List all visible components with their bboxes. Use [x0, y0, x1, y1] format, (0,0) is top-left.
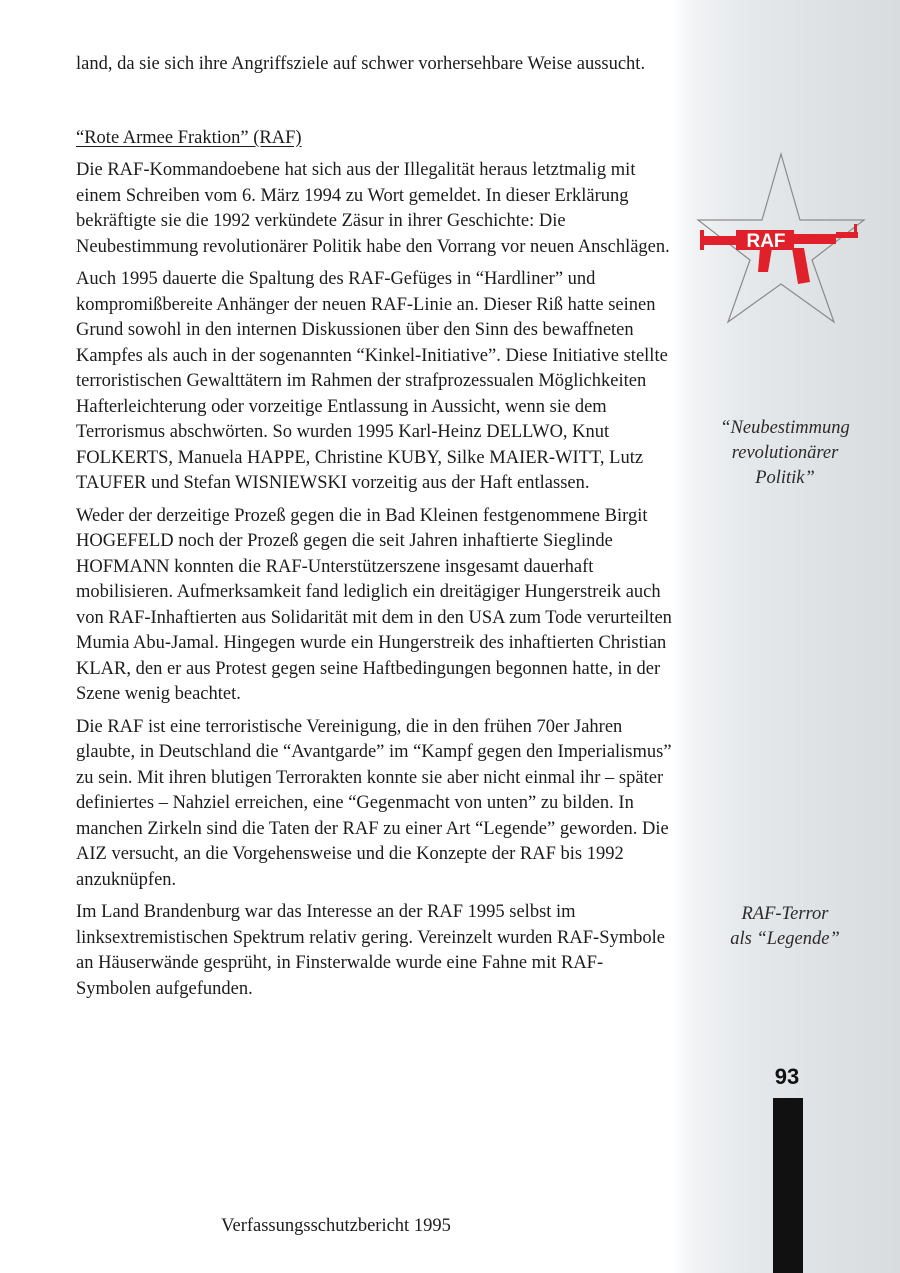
page-footer: Verfassungsschutzbericht 1995	[221, 1216, 451, 1236]
margin-note-neubestimmung: “Neubestimmung revolutionärer Politik”	[720, 418, 850, 488]
logo-text: RAF	[746, 231, 786, 252]
body-paragraph: Im Land Brandenburg war das Interesse an der RAF 1995 selbst im linksextremistischen Spektrum relativ gering. Vereinzelt wurden RAF-Symbole an Häuserwände gesprüht, in Finsterwalde wurde eine Fahne mit RAF-Symbolen aufgefunden.	[76, 902, 665, 999]
margin-note-legende: RAF-Terror als “Legende”	[730, 904, 840, 949]
body-paragraph: Auch 1995 dauerte die Spaltung des RAF-Gefüges in “Hardliner” und kompromißbereite Anhänger der neuen RAF-Linie an. Dieser Riß hatte seinen Grund sowohl in den internen Diskussionen über den Sinn des bewaffneten Kampfes als auch in der sogenannten “Kinkel-Initiative”. Diese Initiative stellte terroristischen Gewalttätern im Rahmen der strafprozessualen Möglichkeiten Hafterleichterung oder vorzeitige Entlassung in Aussicht, wenn sie dem Terrorismus abschwörten. So wurden 1995 Karl-Heinz DELLWO, Knut FOLKERTS, Manuela HAPPE, Christine KUBY, Silke MAIER-WITT, Lutz TAUFER und Stefan WISNIEWSKI vorzeitig aus der Haft entlassen.	[76, 269, 668, 493]
intro-paragraph: land, da sie sich ihre Angriffsziele auf schwer vorhersehbare Weise aussucht.	[76, 54, 646, 74]
page-tab-bar	[773, 1098, 803, 1273]
body-paragraph: Die RAF-Kommandoebene hat sich aus der Illegalität heraus letztmalig mit einem Schreiben vom 6. März 1994 zu Wort gemeldet. In dieser Erklärung bekräftigte sie die 1992 verkündete Zäsur in ihrer Geschichte: Die Neubestimmung revolutionärer Politik habe den Vorrang vor neuen Anschlägen.	[76, 160, 670, 257]
raf-star-logo-icon	[696, 150, 866, 326]
body-paragraph: Die RAF ist eine terroristische Vereinigung, die in den frühen 70er Jahren glaubte, in Deutschland die “Avantgarde” im “Kampf gegen den Imperialismus” zu sein. Mit ihren blutigen Terrorakten konnte sie aber nicht einmal ihr – später definiertes – Nahziel erreichen, eine “Gegenmacht von unten” zu bilden. In manchen Zirkeln sind die Taten der RAF zu einer Art “Legende” geworden. Die AIZ versucht, an die Vorgehensweise und die Konzepte der RAF bis 1992 anzuknüpfen.	[76, 716, 672, 890]
main-text	[76, 52, 672, 1002]
section-heading: “Rote Armee Fraktion” (RAF)	[76, 127, 302, 148]
body-paragraph: Weder der derzeitige Prozeß gegen die in Bad Kleinen festgenommene Birgit HOGEFELD noch der Prozeß gegen die seit Jahren inhaftierte Sieglinde HOFMANN konnten die RAF-Unterstützerszene insgesamt dauerhaft mobilisieren. Aufmerksamkeit fand lediglich ein dreitägiger Hungerstreik auch von RAF-Inhaftierten aus Solidarität mit dem in den USA zum Tode verurteilten Mumia Abu-Jamal. Hingegen wurde ein Hungerstreik des inhaftierten Christian KLAR, den er aus Protest gegen seine Haftbedingungen begonnen hatte, in der Szene wenig beachtet.	[76, 505, 672, 704]
page-number: 93	[774, 1064, 800, 1089]
